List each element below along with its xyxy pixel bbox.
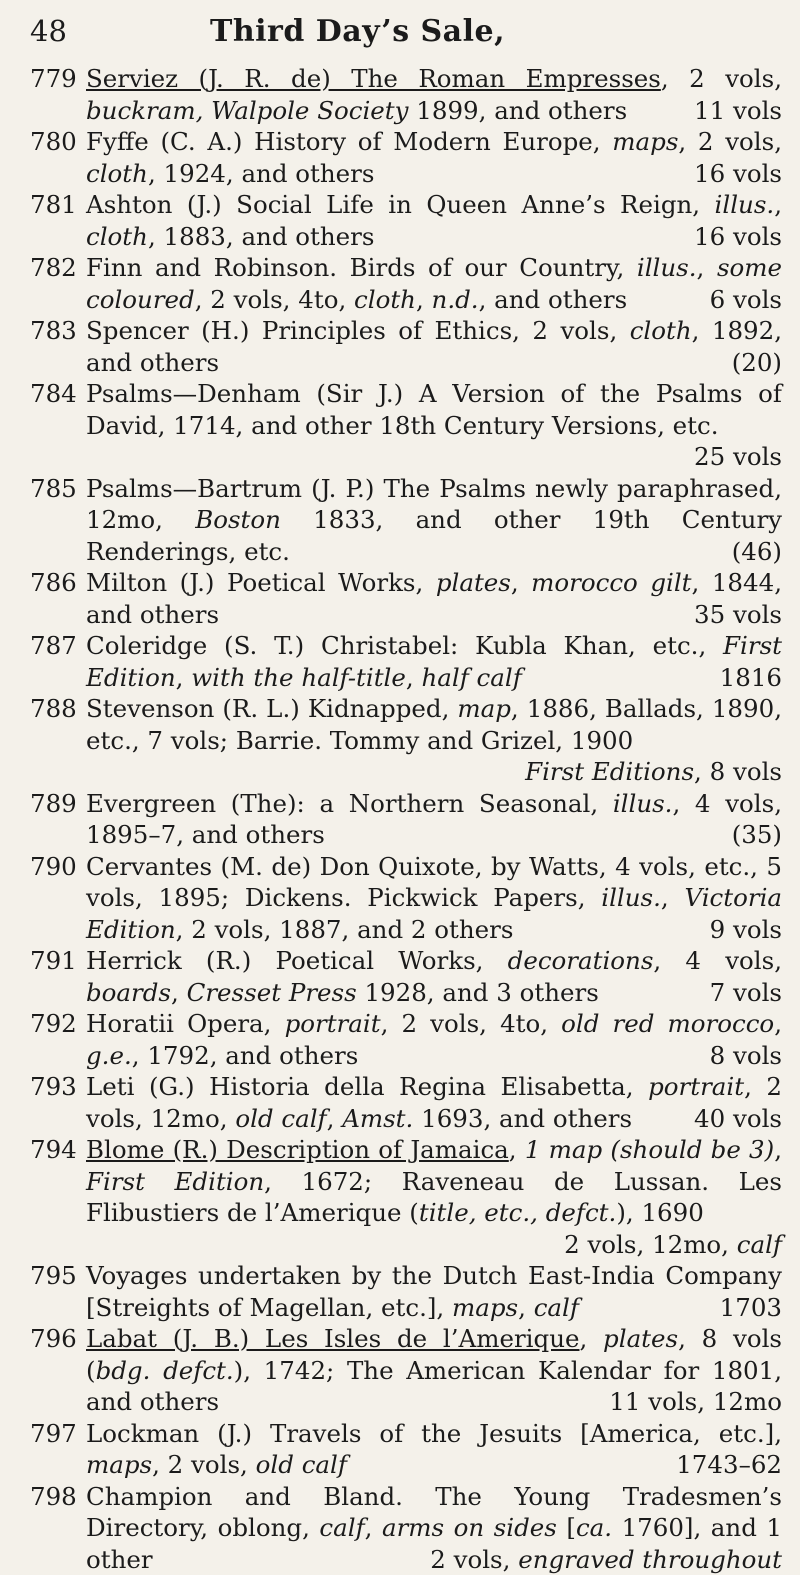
lot-number: 797 — [30, 1418, 77, 1450]
lot-entry — [0, 945, 800, 1008]
lot-entry — [0, 1008, 800, 1071]
lot-entry — [0, 788, 800, 851]
lot-entry — [0, 63, 800, 126]
lot-entry — [0, 1134, 800, 1260]
lot-description: Horatii Opera, portrait, 2 vols, 4to, old red morocco, g.e., 1792, and others 8 vols — [86, 1008, 782, 1071]
lot-entry — [0, 189, 800, 252]
lot-number: 784 — [30, 378, 77, 410]
lot-description: Fyffe (C. A.) History of Modern Europe, maps, 2 vols, cloth, 1924, and others 16 vols — [86, 126, 782, 189]
lot-description: Herrick (R.) Poetical Works, decorations, 4 vols, boards, Cresset Press 1928, and 3 others 7 vols — [86, 945, 782, 1008]
lot-number: 782 — [30, 252, 77, 284]
lot-entry — [0, 693, 800, 788]
lot-description: Cervantes (M. de) Don Quixote, by Watts, 4 vols, etc., 5 vols, 1895; Dickens. Pickwick Papers, illus., Victoria Edition, 2 vols, 1887, and 2 others 9 vols — [86, 851, 782, 946]
lot-description: Psalms—Bartrum (J. P.) The Psalms newly paraphrased, 12mo, Boston 1833, and other 19th Century Renderings, etc. (46) — [86, 473, 782, 568]
lot-list — [0, 63, 800, 1575]
lot-number: 790 — [30, 851, 77, 883]
lot-number: 789 — [30, 788, 77, 820]
lot-description: Stevenson (R. L.) Kidnapped, map, 1886, Ballads, 1890, etc., 7 vols; Barrie. Tommy and Grizel, 1900 First Editions, 8 vols — [86, 693, 782, 788]
lot-entry — [0, 567, 800, 630]
lot-entry — [0, 378, 800, 473]
lot-description: Serviez (J. R. de) The Roman Empresses, 2 vols, buckram, Walpole Society 1899, and others 11 vols — [86, 63, 782, 126]
lot-number: 780 — [30, 126, 77, 158]
lot-number: 793 — [30, 1071, 77, 1103]
lot-entry — [0, 252, 800, 315]
lot-description: Labat (J. B.) Les Isles de l’Amerique, plates, 8 vols (bdg. defct.), 1742; The American Kalendar for 1801, and others 11 vols, 12mo — [86, 1323, 782, 1418]
lot-description: Finn and Robinson. Birds of our Country, illus., some coloured, 2 vols, 4to, cloth, n.d., and others 6 vols — [86, 252, 782, 315]
lot-entry — [0, 1260, 800, 1323]
lot-entry — [0, 1323, 800, 1418]
lot-description: Coleridge (S. T.) Christabel: Kubla Khan, etc., First Edition, with the half-title, half calf 1816 — [86, 630, 782, 693]
lot-number: 785 — [30, 473, 77, 505]
lot-entry — [0, 1418, 800, 1481]
lot-number: 783 — [30, 315, 77, 347]
lot-entry — [0, 315, 800, 378]
lot-entry — [0, 1481, 800, 1575]
lot-description: Champion and Bland. The Young Tradesmen’s Directory, oblong, calf, arms on sides [ca. 1760], and 1 other 2 vols, engraved throughout — [86, 1481, 782, 1575]
lot-number: 779 — [30, 63, 77, 95]
lot-number: 794 — [30, 1134, 77, 1166]
lot-number: 781 — [30, 189, 77, 221]
lot-description: Spencer (H.) Principles of Ethics, 2 vols, cloth, 1892, and others (20) — [86, 315, 782, 378]
lot-entry — [0, 473, 800, 568]
lot-number: 795 — [30, 1260, 77, 1292]
lot-number: 796 — [30, 1323, 77, 1355]
lot-description: Lockman (J.) Travels of the Jesuits [America, etc.], maps, 2 vols, old calf 1743–62 — [86, 1418, 782, 1481]
lot-description: Psalms—Denham (Sir J.) A Version of the Psalms of David, 1714, and other 18th Century Versions, etc. 25 vols — [86, 378, 782, 473]
lot-number: 792 — [30, 1008, 77, 1040]
lot-number: 787 — [30, 630, 77, 662]
page-number: 48 — [30, 14, 67, 48]
lot-description: Ashton (J.) Social Life in Queen Anne’s Reign, illus., cloth, 1883, and others 16 vols — [86, 189, 782, 252]
lot-entry — [0, 1071, 800, 1134]
lot-description: Leti (G.) Historia della Regina Elisabetta, portrait, 2 vols, 12mo, old calf, Amst. 1693, and others 40 vols — [86, 1071, 782, 1134]
lot-description: Milton (J.) Poetical Works, plates, morocco gilt, 1844, and others 35 vols — [86, 567, 782, 630]
lot-number: 791 — [30, 945, 77, 977]
lot-number: 788 — [30, 693, 77, 725]
page-header — [30, 14, 790, 54]
lot-number: 798 — [30, 1481, 77, 1513]
running-title: Third Day’s Sale, — [210, 14, 505, 49]
lot-entry — [0, 630, 800, 693]
lot-entry — [0, 851, 800, 946]
lot-description: Evergreen (The): a Northern Seasonal, illus., 4 vols, 1895–7, and others (35) — [86, 788, 782, 851]
lot-description: Blome (R.) Description of Jamaica, 1 map (should be 3), First Edition, 1672; Raveneau de Lussan. Les Flibustiers de l’Amerique (title, etc., defct.), 1690 2 vols, 12mo, calf — [86, 1134, 782, 1260]
lot-number: 786 — [30, 567, 77, 599]
lot-description: Voyages undertaken by the Dutch East-India Company [Streights of Magellan, etc.], maps, calf 1703 — [86, 1260, 782, 1323]
lot-entry — [0, 126, 800, 189]
